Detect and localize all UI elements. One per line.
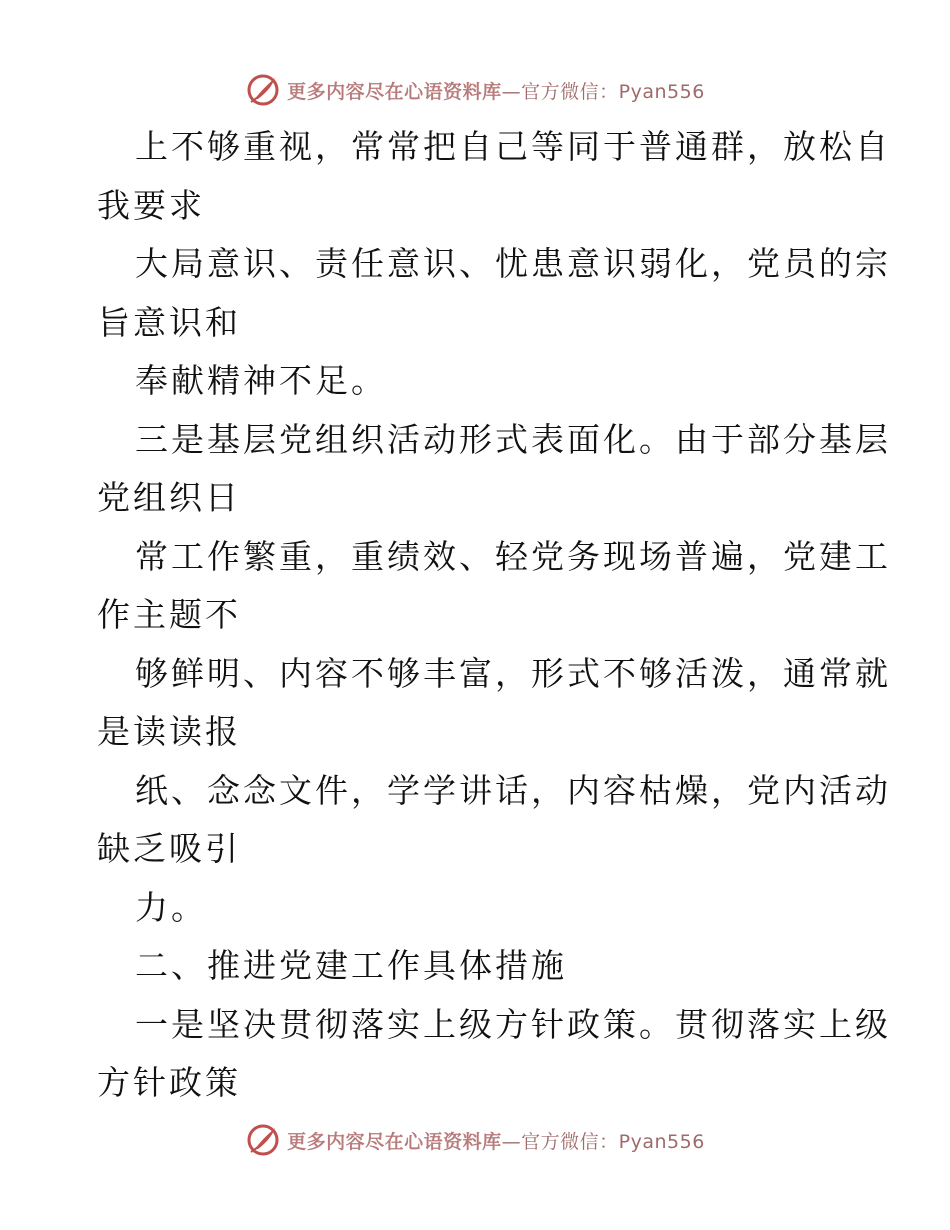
text-line: 三是基层党组织活动形式表面化。由于部分基层 [135,419,891,459]
quill-logo-icon [245,72,281,108]
text-line: 够鲜明、内容不够丰富，形式不够活泼，通常就 [135,653,891,693]
text-line: 上不够重视，常常把自己等同于普通群，放松自 [135,127,891,166]
text-line: 力。 [135,887,207,927]
text-line: 方针政策 [97,1063,241,1102]
text-line: 旨意识和 [97,302,241,342]
text-line: 缺乏吸引 [97,829,241,868]
header-watermark [0,70,950,110]
text-line: 党组织日 [97,478,241,517]
text-line: 我要求 [97,185,205,225]
quill-logo-icon [245,1122,281,1158]
header-watermark-text: 更多内容尽在心语资料库—官方微信：Pyan556 [287,80,705,103]
section-heading: 二、推进党建工作具体措施 [135,946,567,985]
text-line: 是读读报 [97,712,241,751]
document-body [97,118,891,1113]
text-line: 奉献精神不足。 [135,361,387,400]
text-line: 作主题不 [97,595,241,634]
text-line: 一是坚决贯彻落实上级方针政策。贯彻落实上级 [135,1004,891,1044]
text-line: 常工作繁重，重绩效、轻党务现场普遍，党建工 [135,536,891,576]
footer-watermark-text: 更多内容尽在心语资料库—官方微信：Pyan556 [287,1130,705,1153]
text-line: 大局意识、责任意识、忧患意识弱化，党员的宗 [135,244,891,283]
footer-watermark [0,1120,950,1160]
text-line: 纸、念念文件，学学讲话，内容枯燥，党内活动 [135,770,891,810]
